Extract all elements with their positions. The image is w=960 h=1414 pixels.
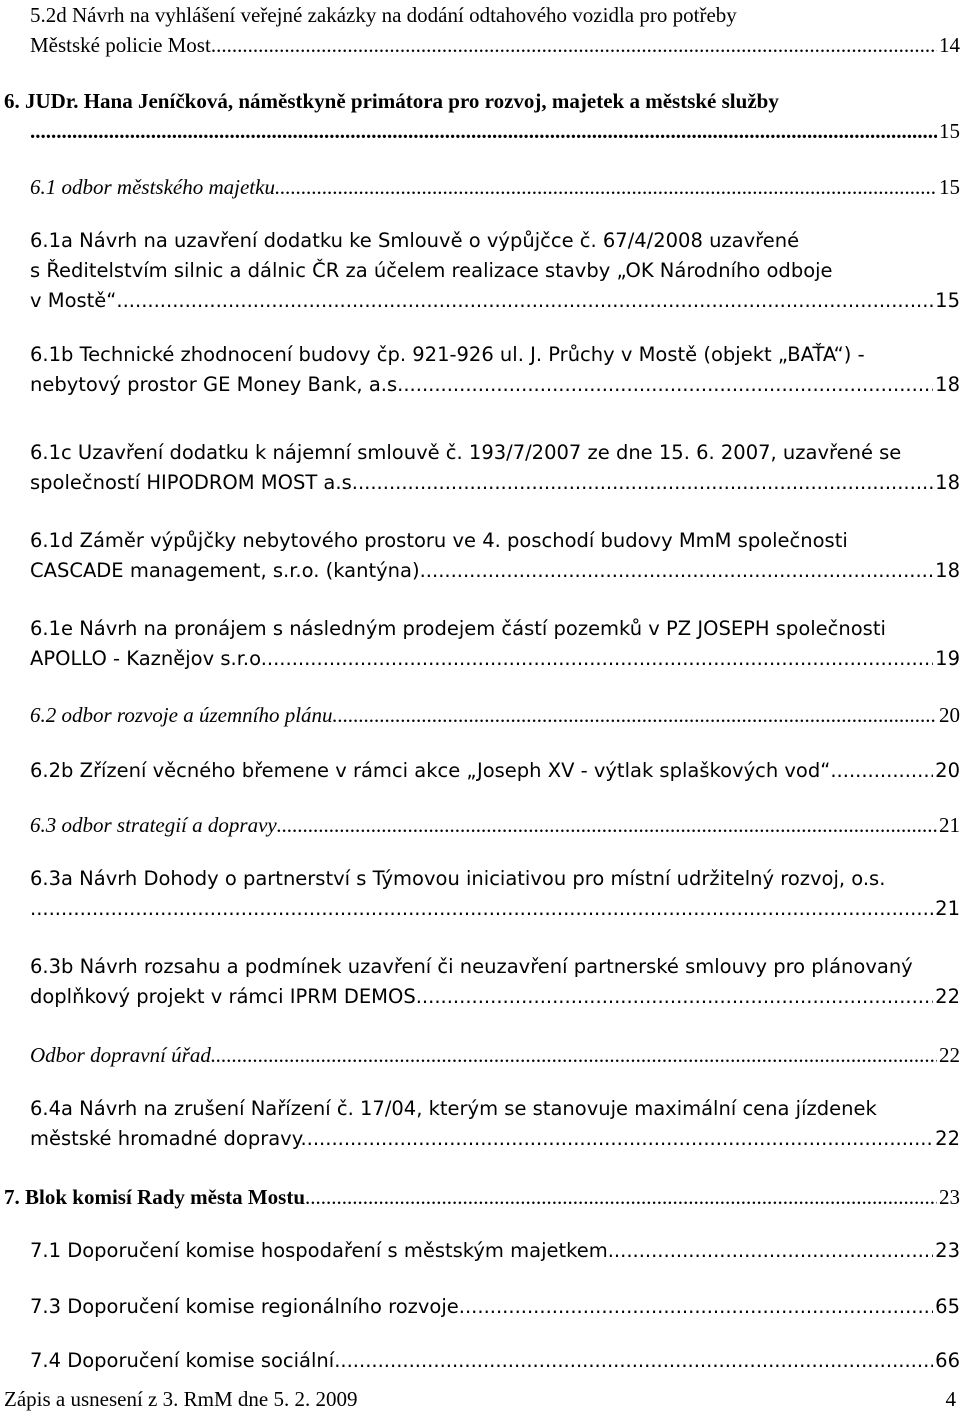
toc-entry-text: doplňkový projekt v rámci IPRM DEMOS (30, 985, 416, 1008)
toc-entry-6-1e[interactable] (30, 614, 960, 674)
toc-page-number: 22 (935, 1127, 960, 1150)
toc-entry-6-3[interactable] (30, 810, 960, 840)
toc-entry-text: společností HIPODROM MOST a.s. (30, 471, 358, 494)
toc-entry-text: Městské policie Most. (30, 33, 217, 57)
toc-entry-text: 7. Blok komisí Rady města Mostu (4, 1185, 306, 1209)
footer-title: Zápis a usnesení z 3. RmM dne 5. 2. 2009 (4, 1387, 358, 1411)
toc-entry-line: 6.1c Uzavření dodatku k nájemní smlouvě č. 193/7/2007 ze dne 15. 6. 2007, uzavřené se (30, 441, 902, 464)
toc-page-number: 21 (939, 813, 960, 837)
dot-leader (307, 1124, 934, 1154)
toc-entry-text: 7.3 Doporučení komise regionálního rozvoje. (30, 1295, 465, 1318)
toc-page-number: 14 (939, 33, 960, 57)
toc-entry-text: 6.3 odbor strategií a dopravy (30, 813, 277, 837)
toc-page-number: 21 (935, 897, 960, 920)
toc-entry-6[interactable] (4, 86, 960, 146)
toc-entry-text: městské hromadné dopravy. (30, 1127, 307, 1150)
toc-page-number: 65 (935, 1295, 960, 1318)
toc-page-number: 18 (935, 373, 960, 396)
toc-entry-line: 6.1b Technické zhodnocení budovy čp. 921-926 ul. J. Průchy v Mostě (objekt „BAŤA“) - (30, 343, 865, 366)
toc-entry-7[interactable] (4, 1182, 960, 1212)
dot-leader (333, 700, 937, 730)
toc-entry-line: 6. JUDr. Hana Jeníčková, náměstkyně primátora pro rozvoj, majetek a městské služby (4, 89, 779, 113)
toc-entry-text: 7.4 Doporučení komise sociální. (30, 1349, 341, 1372)
toc-entry-6-2b[interactable] (30, 756, 960, 786)
toc-entry-6-3a[interactable] (30, 864, 960, 924)
toc-entry-line: 5.2d Návrh na vyhlášení veřejné zakázky na dodání odtahového vozidla pro potřeby (30, 3, 737, 27)
toc-entry-text: 6.2b Zřízení věcného břemene v rámci akce „Joseph XV - výtlak splaškových vod“. (30, 759, 837, 782)
toc-page-number: 20 (939, 703, 960, 727)
toc-entry-line: 6.3b Návrh rozsahu a podmínek uzavření či neuzavření partnerské smlouvy pro plánovaný (30, 955, 913, 978)
toc-entry-5-2d[interactable] (30, 0, 960, 60)
dot-leader (305, 1182, 937, 1212)
toc-entry-text: 7.1 Doporučení komise hospodaření s městským majetkem. (30, 1239, 614, 1262)
toc-entry-line: 6.3a Návrh Dohody o partnerství s Týmovou iniciativou pro místní udržitelný rozvoj, o.s. (30, 867, 886, 890)
toc-page-number: 23 (935, 1239, 960, 1262)
dot-leader (420, 556, 934, 586)
dot-leader (277, 810, 937, 840)
toc-entry-line: 6.1e Návrh na pronájem s následným prodejem částí pozemků v PZ JOSEPH společnosti (30, 617, 886, 640)
toc-entry-6-1b[interactable] (30, 340, 960, 400)
toc-entry-odbor-dopravni[interactable] (30, 1040, 960, 1070)
dot-leader (340, 1346, 933, 1376)
toc-page-number: 18 (935, 471, 960, 494)
toc-entry-6-3b[interactable] (30, 952, 960, 1012)
toc-entry-line: 6.1d Záměr výpůjčky nebytového prostoru ve 4. poschodí budovy MmM společnosti (30, 529, 848, 552)
dot-leader (465, 1292, 933, 1322)
dot-leader (30, 894, 933, 924)
toc-entry-7-1[interactable] (30, 1236, 960, 1266)
dot-leader (416, 982, 933, 1012)
toc-entry-line: 6.4a Návrh na zrušení Nařízení č. 17/04, kterým se stanovuje maximální cena jízdenek (30, 1097, 877, 1120)
toc-page-number: 20 (935, 759, 960, 782)
toc-page-number: 23 (939, 1185, 960, 1209)
toc-entry-text: nebytový prostor GE Money Bank, a.s. (30, 373, 404, 396)
toc-entry-text: v Mostě“. (30, 289, 123, 312)
toc-entry-6-1d[interactable] (30, 526, 960, 586)
toc-entry-7-3[interactable] (30, 1292, 960, 1322)
toc-entry-text: 6.2 odbor rozvoje a územního plánu (30, 703, 333, 727)
toc-entry-line: s Ředitelstvím silnic a dálnic ČR za účelem realizace stavby „OK Národního odboje (30, 259, 833, 282)
toc-entry-6-2[interactable] (30, 700, 960, 730)
dot-leader (403, 370, 933, 400)
toc-page-number: 15 (939, 175, 960, 199)
toc-page-number: 22 (935, 985, 960, 1008)
toc-page-number: 18 (935, 559, 960, 582)
toc-entry-6-1c[interactable] (30, 438, 960, 498)
dot-leader (275, 172, 937, 202)
dot-leader (267, 644, 933, 674)
toc-entry-7-4[interactable] (30, 1346, 960, 1376)
dot-leader (211, 1040, 937, 1070)
toc-entry-text: 6.1 odbor městského majetku (30, 175, 275, 199)
toc-entry-6-1[interactable] (30, 172, 960, 202)
toc-entry-text: APOLLO - Kaznějov s.r.o. (30, 647, 267, 670)
toc-page-number: 22 (939, 1043, 960, 1067)
dot-leader (358, 468, 933, 498)
page-footer (4, 1384, 956, 1414)
toc-page-number: 19 (935, 647, 960, 670)
dot-leader (30, 116, 937, 146)
toc-page-number: 15 (939, 119, 960, 143)
toc-page-number: 15 (935, 289, 960, 312)
dot-leader (614, 1236, 933, 1266)
dot-leader (216, 30, 937, 60)
toc-entry-6-1a[interactable] (30, 226, 960, 316)
toc-entry-6-4a[interactable] (30, 1094, 960, 1154)
footer-page-number: 4 (945, 1387, 956, 1411)
toc-entry-text: CASCADE management, s.r.o. (kantýna) (30, 559, 420, 582)
dot-leader (837, 756, 934, 786)
toc-page-number: 66 (935, 1349, 960, 1372)
toc-entry-line: 6.1a Návrh na uzavření dodatku ke Smlouvě o výpůjčce č. 67/4/2008 uzavřené (30, 229, 800, 252)
dot-leader (123, 286, 934, 316)
toc-entry-text: Odbor dopravní úřad (30, 1043, 211, 1067)
